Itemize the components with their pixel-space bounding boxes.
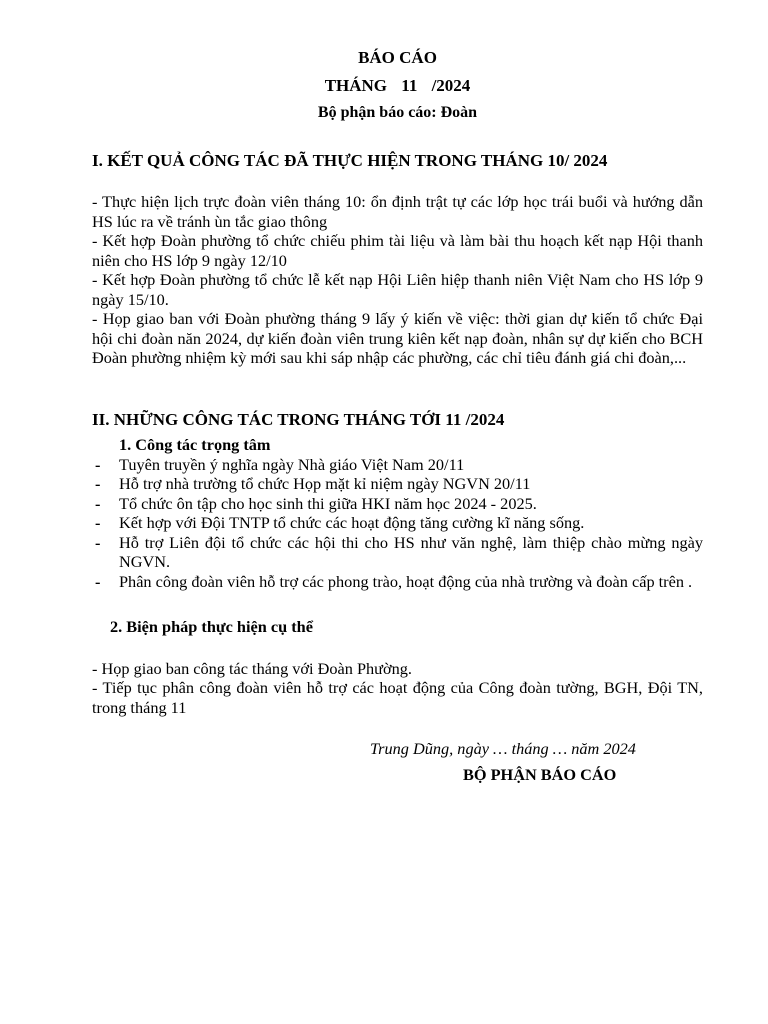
section2-heading: II. NHỮNG CÔNG TÁC TRONG THÁNG TỚI 11 /2024 [92,409,505,429]
bullet-dash: - [95,493,101,513]
list-item-text: Tổ chức ôn tập cho học sinh thi giữa HKI năm học 2024 - 2025. [119,493,537,513]
bullet-dash: - [95,474,101,493]
section1-item: - Họp giao ban với Đoàn phường tháng 9 lấy ý kiến về việc: thời gian dự kiến tổ chức Đại hội chi đoàn năn 2024, dự kiến đoàn viên trung kiên kết nạp đoàn, nhân sự dự kiến cho BCH Đoàn phường nhiệm kỳ mới sau khi sáp nhập các phường, các chỉ tiêu đánh giá chi đoàn,... [92,309,703,367]
section1-heading: I. KẾT QUẢ CÔNG TÁC ĐÃ THỰC HIỆN TRONG THÁNG 10/ 2024 [92,150,608,170]
list-item [92,474,703,494]
section2-sub2-item: - Họp giao ban công tác tháng với Đoàn Phường. [92,658,412,678]
section1-item: - Kết hợp Đoàn phường tổ chức lễ kết nạp Hội Liên hiệp thanh niên Việt Nam cho HS lớp 9 ngày 15/10. [92,270,703,309]
report-department: Bộ phận báo cáo: Đoàn [317,104,478,121]
bullet-dash: - [95,513,101,532]
section1-item: - Thực hiện lịch trực đoàn viên tháng 10: ổn định trật tự các lớp học trái buổi và hướng dẫn HS lúc ra về tránh ùn tắc giao thông [92,192,703,231]
signature-block: BỘ PHẬN BÁO CÁO [463,764,617,784]
list-item [92,572,703,592]
list-item-text: Phân công đoàn viên hỗ trợ các phong trào, hoạt động của nhà trường và đoàn cấp trên . [119,571,693,591]
bullet-dash: - [95,571,101,591]
section1-item: - Kết hợp Đoàn phường tổ chức chiếu phim tài liệu và làm bài thu hoạch kết nạp Hội thanh niên cho HS lớp 9 ngày 12/10 [92,231,703,270]
list-item-text: Tuyên truyền ý nghĩa ngày Nhà giáo Việt Nam 20/11 [119,454,465,474]
date-line: Trung Dũng, ngày … tháng … năm 2024 [370,739,636,758]
list-item-text: Hỗ trợ nhà trường tổ chức Họp mặt kỉ niệm ngày NGVN 20/11 [119,474,531,493]
section2-sub1-list [92,455,703,592]
list-item [92,494,703,514]
list-item [92,513,703,533]
report-month: THÁNG 11 /2024 [324,75,471,95]
section2-sub1-title: 1. Công tác trọng tâm [119,435,271,454]
report-document [92,48,703,784]
report-title: BÁO CÁO [358,48,437,67]
list-item [92,533,703,572]
section2-sub2-item: - Tiếp tục phân công đoàn viên hỗ trợ các hoạt động của Công đoàn tường, BGH, Đội TN, trong tháng 11 [92,678,703,717]
bullet-dash: - [95,532,101,552]
list-item [92,455,703,475]
list-item-text: Kết hợp với Đội TNTP tổ chức các hoạt động tăng cường kĩ năng sống. [119,513,585,532]
section2-sub2-content [92,659,703,718]
list-item-text: Hỗ trợ Liên đội tổ chức các hội thi cho HS như văn nghệ, làm thiệp chào mừng ngày NGVN. [119,532,703,571]
section1-content [92,192,703,368]
bullet-dash: - [95,454,101,474]
section2-sub2-title: 2. Biện pháp thực hiện cụ thể [110,617,313,636]
